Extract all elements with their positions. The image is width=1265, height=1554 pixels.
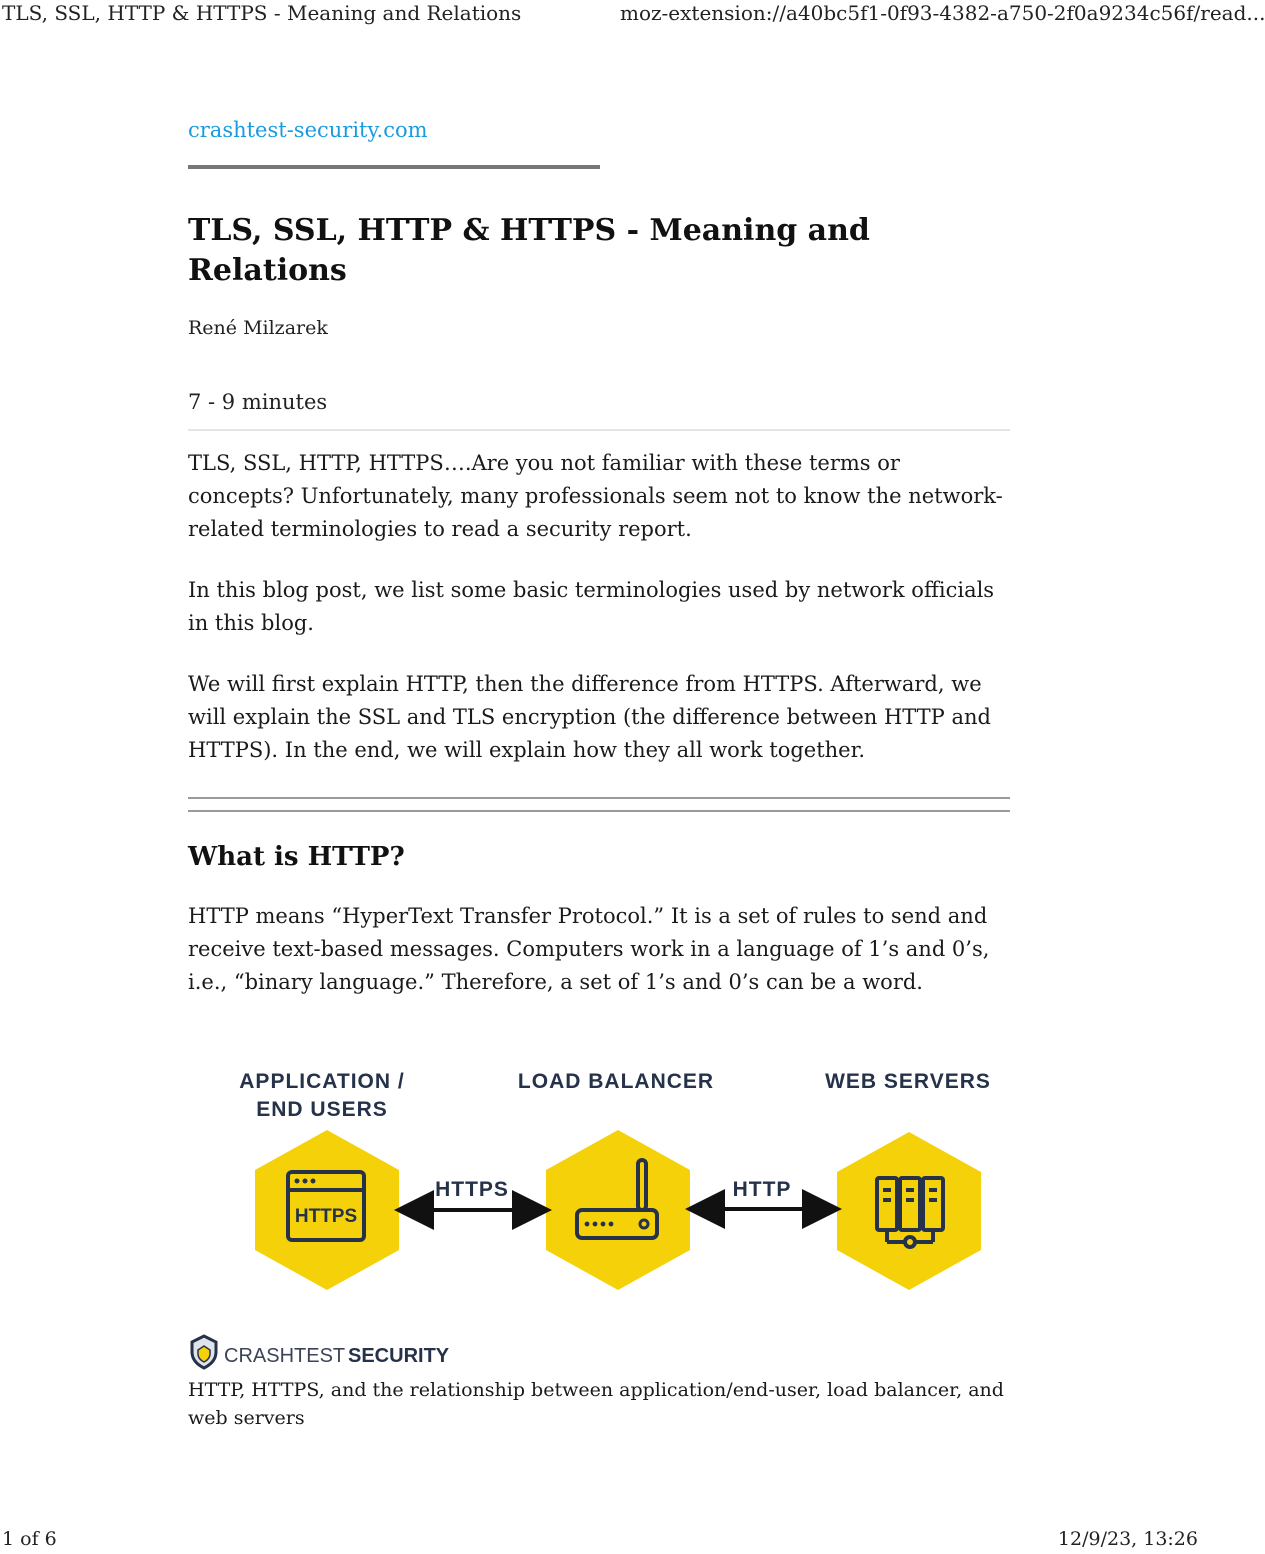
site-divider (188, 165, 600, 169)
paragraph: We will first explain HTTP, then the difference from HTTPS. Afterward, we will explain the SSL and TLS encryption (the difference between HTTP and HTTPS). In the end, we will explain how they all work together. (188, 672, 991, 762)
label-https-arrow: HTTPS (435, 1178, 509, 1201)
article-title: TLS, SSL, HTTP & HTTPS - Meaning and Relations (188, 213, 870, 288)
print-header-url: moz-extension://a40bc5f1-0f93-4382-a750-2f0a9234c56f/read... (620, 1, 1265, 25)
hexagon-web-servers (837, 1132, 981, 1290)
paragraph: TLS, SSL, HTTP, HTTPS….Are you not familiar with these terms or concepts? Unfortunately, many professionals seem not to know the network-related terminologies to read a security report. (188, 451, 1003, 541)
svg-text:CRASHTEST: CRASHTEST (224, 1345, 346, 1367)
label-end-users: END USERS (256, 1098, 388, 1121)
article (188, 112, 1010, 999)
svg-text:SECURITY: SECURITY (348, 1345, 450, 1367)
label-http-arrow: HTTP (732, 1178, 792, 1201)
site-link[interactable]: crashtest-security.com (188, 118, 428, 142)
paragraph: In this blog post, we list some basic terminologies used by network officials in this blog. (188, 578, 995, 635)
article-author: René Milzarek (188, 317, 328, 339)
print-header-title: TLS, SSL, HTTP & HTTPS - Meaning and Relations (2, 1, 522, 25)
meta-divider (188, 429, 1010, 431)
label-application: APPLICATION / (239, 1070, 405, 1093)
paragraph: HTTP means “HyperText Transfer Protocol.” It is a set of rules to send and receive text-based messages. Computers work in a language of 1’s and 0’s, i.e., “binary language.” Therefore, a set of 1’s and 0’s can be a word. (188, 904, 990, 994)
page-number: 1 of 6 (2, 1528, 57, 1550)
section-heading: What is HTTP? (188, 842, 405, 872)
figure-caption: HTTP, HTTPS, and the relationship between application/end-user, load balancer, and web servers (188, 1379, 1004, 1429)
crashtest-logo (192, 1336, 450, 1368)
network-diagram (188, 1060, 1010, 1367)
print-footer (0, 1528, 1200, 1554)
print-datetime: 12/9/23, 13:26 (1057, 1528, 1198, 1550)
svg-text:HTTPS: HTTPS (294, 1206, 358, 1227)
reading-time: 7 - 9 minutes (188, 390, 328, 414)
label-load-balancer: LOAD BALANCER (517, 1070, 715, 1093)
section-divider (188, 797, 1010, 812)
label-web-servers: WEB SERVERS (825, 1070, 991, 1093)
print-header (0, 0, 1265, 26)
